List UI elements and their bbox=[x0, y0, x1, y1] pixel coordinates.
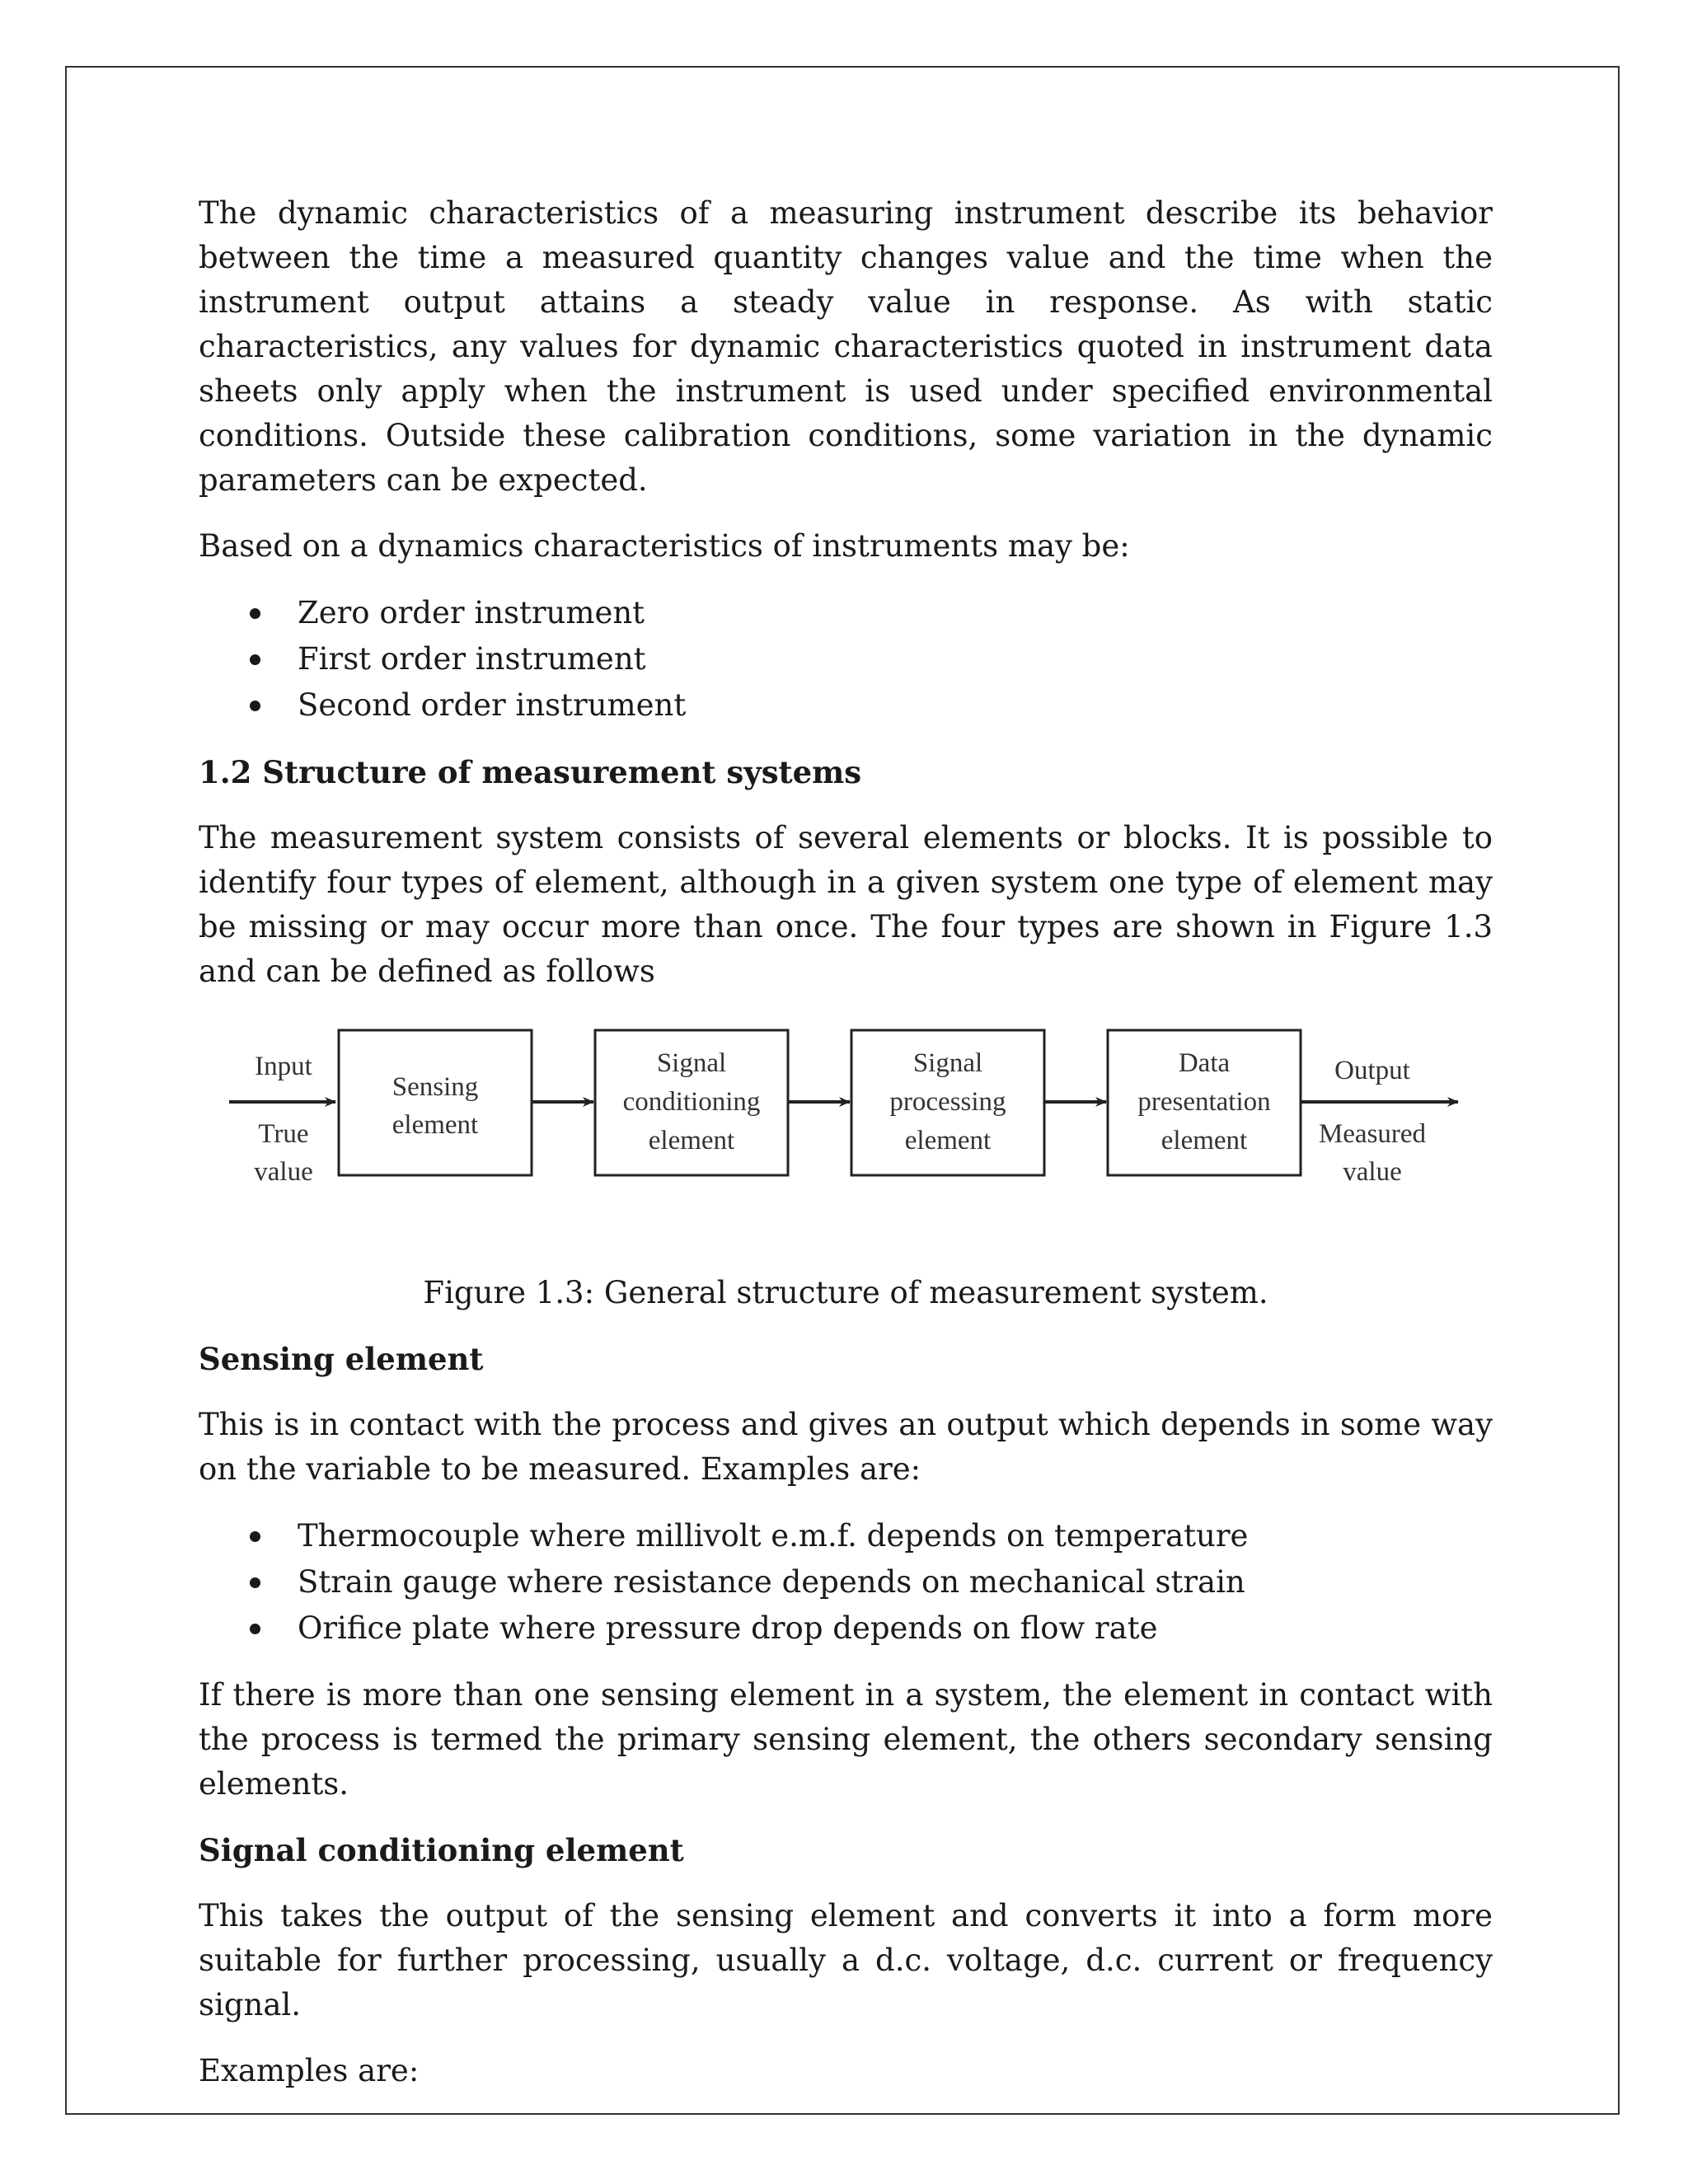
output-sub-label: value bbox=[1343, 1157, 1402, 1187]
block-label: element bbox=[648, 1126, 735, 1155]
bullet-icon bbox=[250, 608, 260, 619]
block-label: presentation bbox=[1137, 1087, 1271, 1117]
section-heading: 1.2 Structure of measurement systems bbox=[199, 754, 862, 790]
block-label: Signal bbox=[656, 1048, 727, 1078]
list-item: First order instrument bbox=[199, 636, 1493, 682]
structure-paragraph: The measurement system consists of several elements or blocks. It is possible to identify four types of element, although in a given system one type of element may be missing or may occur more than once. The four types are shown in Figure 1.3 and can be defined as follows bbox=[199, 820, 1493, 989]
bullet-icon bbox=[250, 654, 260, 665]
list-item: Orifice plate where pressure drop depends on flow rate bbox=[199, 1605, 1493, 1652]
output-label: Output bbox=[1334, 1056, 1410, 1085]
instrument-order-list bbox=[199, 590, 1493, 729]
intro-paragraph: The dynamic characteristics of a measuring instrument describe its behavior between the time a measured quantity changes value and the time when the instrument output attains a steady value in response. As with static characteristics, any values for dynamic characteristics quoted in instrument data sheets only apply when the instrument is used under specified environmental conditions. Outside these calibration conditions, some variation in the dynamic parameters can be expected. bbox=[199, 195, 1493, 498]
bullet-icon bbox=[250, 1577, 260, 1588]
bullet-icon bbox=[250, 701, 260, 711]
block-label: element bbox=[904, 1126, 992, 1155]
input-label: Input bbox=[255, 1052, 312, 1081]
examples-label: Examples are: bbox=[199, 2053, 420, 2088]
signal-conditioning-paragraph: This takes the output of the sensing element and converts it into a form more suitable for further processing, usually a d.c. voltage, d.c. current or frequency signal. bbox=[199, 1898, 1493, 2022]
block-label: conditioning bbox=[622, 1087, 761, 1117]
block-label: Signal bbox=[912, 1048, 983, 1078]
list-item: Thermocouple where millivolt e.m.f. depends on temperature bbox=[199, 1513, 1493, 1559]
sensing-element-block bbox=[339, 1030, 532, 1175]
sensing-element-heading: Sensing element bbox=[199, 1341, 484, 1377]
list-item: Second order instrument bbox=[199, 682, 1493, 729]
block-label: Sensing bbox=[392, 1072, 479, 1102]
input-sub-label: value bbox=[254, 1157, 313, 1187]
list-item: Zero order instrument bbox=[199, 590, 1493, 636]
block-label: processing bbox=[889, 1087, 1006, 1117]
sensing-examples-list bbox=[199, 1513, 1493, 1652]
bullet-icon bbox=[250, 1624, 260, 1634]
block-label: Data bbox=[1178, 1048, 1231, 1078]
sensing-note-paragraph: If there is more than one sensing element in a system, the element in contact with the process is termed the primary sensing element, the others secondary sensing elements. bbox=[199, 1677, 1493, 1802]
output-sub-label: Measured bbox=[1318, 1119, 1427, 1149]
block-label: element bbox=[1160, 1126, 1248, 1155]
signal-conditioning-heading: Signal conditioning element bbox=[199, 1832, 684, 1868]
sensing-element-paragraph: This is in contact with the process and gives an output which depends in some way on the variable to be measured. Examples are: bbox=[199, 1407, 1493, 1487]
list-item: Strain gauge where resistance depends on mechanical strain bbox=[199, 1559, 1493, 1605]
classification-paragraph: Based on a dynamics characteristics of instruments may be: bbox=[199, 528, 1130, 564]
block-label: element bbox=[392, 1110, 479, 1140]
figure-caption: Figure 1.3: General structure of measurement system. bbox=[423, 1275, 1268, 1310]
document-body bbox=[199, 191, 1493, 2093]
bullet-icon bbox=[250, 1531, 260, 1542]
input-sub-label: True bbox=[258, 1119, 309, 1149]
measurement-system-diagram bbox=[199, 1024, 1493, 1271]
